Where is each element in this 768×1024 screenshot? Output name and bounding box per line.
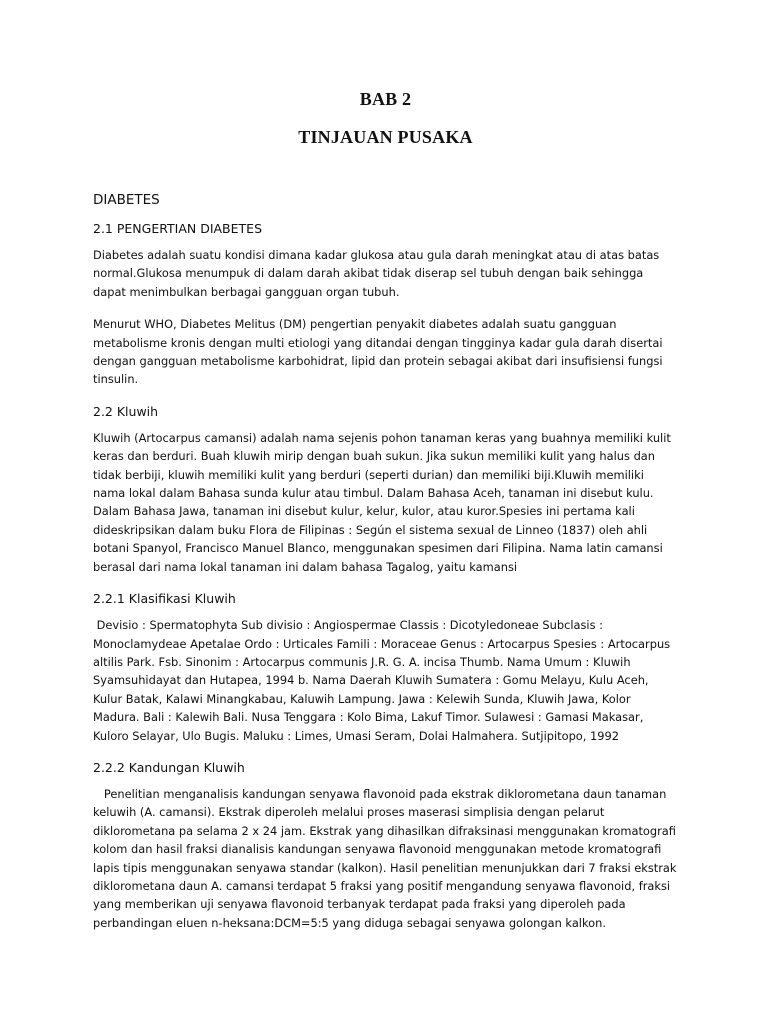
subsection-heading-2-2-2: 2.2.2 Kandungan Kluwih <box>93 759 245 775</box>
paragraph-2-2-1: Devisio : Spermatophyta Sub divisio : Angiospermae Classis : Dicotyledoneae Subclasis : Monoclamydeae Apetalae Ordo : Urticales Famili : Moraceae Genus : Artocarpus Spesies : Artocarpus altilis Park. Fsb. Sinonim : Artocarpus communis J.R. G. A. incisa Thumb. Nama Umum : Kluwih Syamsuhidayat dan Hutapea, 1994 b. Nama Daerah Kluwih Sumatera : Gomu Melayu, Kulu Aceh, Kulur Batak, Kalawi Minangkabau, Kaluwih Lampung. Jawa : Kelewih Sunda, Kluwih Jawa, Kolor Madura. Bali : Kalewih Bali. Nusa Tenggara : Kolo Bima, Lakuf Timor. Sulawesi : Gamasi Makasar, Kuloro Selayar, Ulo Bugis. Maluku : Limes, Umasi Seram, Dolai Halmahera. Sutjipitopo, 1992 <box>93 618 674 743</box>
subsection-heading-2-2: 2.2 Kluwih <box>93 403 159 419</box>
section-title: DIABETES <box>93 192 160 208</box>
document-page <box>93 86 681 932</box>
subsection-heading-2-2-1: 2.2.1 Klasifikasi Kluwih <box>93 591 236 607</box>
chapter-title: TINJAUAN PUSAKA <box>298 127 473 147</box>
paragraph-2-2-2: Penelitian menganalisis kandungan senyawa flavonoid pada ekstrak diklorometana daun tanaman keluwih (A. camansi). Ekstrak diperoleh melalui proses maserasi simplisia dengan pelarut diklorometana pa selama 2 x 24 jam. Ekstrak yang dihasilkan difraksinasi menggunakan kromatografi kolom dan hasil fraksi dianalisis kandungan senyawa flavonoid menggunakan metode kromatografi lapis tipis menggunakan senyawa standar (kalkon). Hasil penelitian menunjukkan dari 7 fraksi ekstrak diklorometana daun A. camansi terdapat 5 fraksi yang positif mengandung senyawa flavonoid, fraksi yang memberikan uji senyawa flavonoid terbanyak terdapat pada fraksi yang diperoleh pada perbandingan eluen n-heksana:DCM=5:5 yang diduga sebagai senyawa golongan kalkon. <box>93 786 681 930</box>
paragraph-2-1-a: Diabetes adalah suatu kondisi dimana kadar glukosa atau gula darah meningkat atau di atas batas normal.Glukosa menumpuk di dalam darah akibat tidak diserap sel tubuh dengan baik sehingga dapat menimbulkan berbagai gangguan organ tubuh. <box>93 248 660 299</box>
chapter-number: BAB 2 <box>359 89 412 109</box>
paragraph-2-1-b: Menurut WHO, Diabetes Melitus (DM) pengertian penyakit diabetes adalah suatu gangguan metabolisme kronis dengan multi etiologi yang ditandai dengan tingginya kadar gula darah disertai dengan gangguan metabolisme karbohidrat, lipid dan protein sebagai akibat dari insufisiensi fungsi tinsulin. <box>93 317 663 387</box>
subsection-heading-2-1: 2.1 PENGERTIAN DIABETES <box>93 221 263 236</box>
paragraph-2-2: Kluwih (Artocarpus camansi) adalah nama sejenis pohon tanaman keras yang buahnya memiliki kulit keras dan berduri. Buah kluwih mirip dengan buah sukun. Jika sukun memiliki kulit yang halus dan tidak berbiji, kluwih memiliki kulit yang berduri (seperti durian) dan memiliki biji.Kluwih memiliki nama lokal dalam Bahasa sunda kulur atau timbul. Dalam Bahasa Aceh, tanaman ini disebut kulu. Dalam Bahasa Jawa, tanaman ini disebut kulur, kelur, kulor, atau kuror.Spesies ini pertama kali dideskripsikan dalam buku Flora de Filipinas : Según el sistema sexual de Linneo (1837) oleh ahli botani Spanyol, Francisco Manuel Blanco, menggunakan spesimen dari Filipina. Nama latin camansi berasal dari nama lokal tanaman ini dalam bahasa Tagalog, yaitu kamansi <box>93 430 671 574</box>
